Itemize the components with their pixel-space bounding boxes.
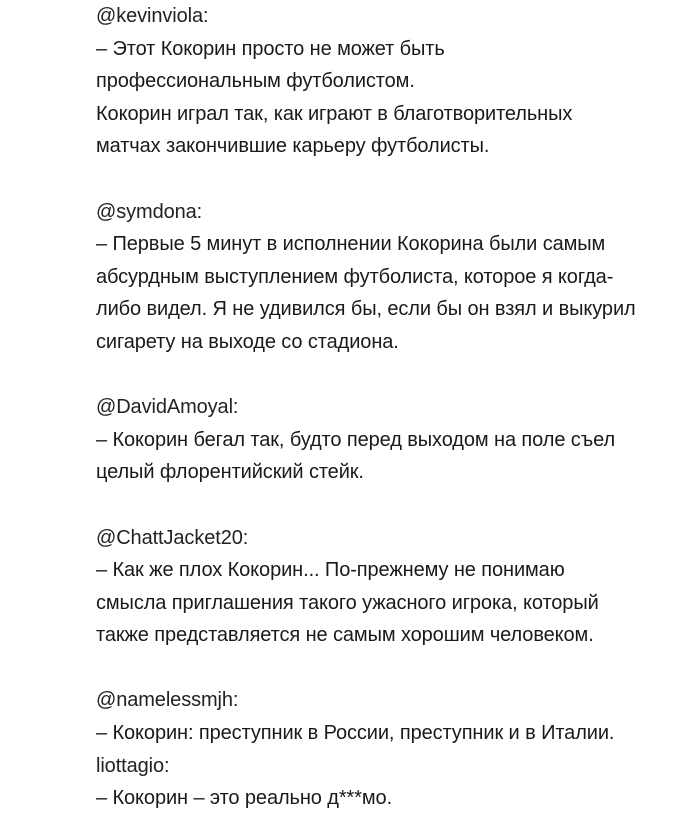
- comment-author[interactable]: @ChattJacket20:: [96, 526, 249, 549]
- comment-author[interactable]: @namelessmjh:: [96, 689, 239, 712]
- comment-text-line: целый флорентийский стейк.: [96, 461, 364, 484]
- comment-text-line: – Кокорин бегал так, будто перед выходом на поле съел: [96, 428, 616, 451]
- comment-text-line: матчах закончившие карьеру футболисты.: [96, 135, 490, 158]
- comment-symdona: [96, 196, 696, 359]
- comment-chattjacket20: [96, 522, 696, 652]
- comment-text-line: – Кокорин: преступник в России, преступник и в Италии.: [96, 722, 615, 745]
- comment-text-line: – Этот Кокорин просто не может быть: [96, 37, 445, 60]
- comment-author[interactable]: @symdona:: [96, 200, 203, 223]
- comment-text-line: либо видел. Я не удивился бы, если бы он взял и выкурил: [96, 298, 636, 321]
- comment-text-line: также представляется не самым хорошим человеком.: [96, 624, 594, 647]
- comment-text-line: – Первые 5 минут в исполнении Кокорина были самым: [96, 233, 606, 256]
- comment-separator: [96, 489, 696, 522]
- comment-author[interactable]: @kevinviola:: [96, 5, 209, 27]
- comment-text-line: – Как же плох Кокорин... По-прежнему не понимаю: [96, 559, 565, 582]
- comment-kevinviola: [96, 0, 696, 163]
- comment-separator: [96, 652, 696, 685]
- comment-namelessmjh: [96, 684, 696, 749]
- comment-feed: [96, 0, 696, 815]
- comment-text-line: – Кокорин – это реально д***мо.: [96, 787, 393, 810]
- comment-text-line: профессиональным футболистом.: [96, 70, 415, 93]
- comment-text-line: Кокорин играл так, как играют в благотворительных: [96, 102, 573, 125]
- comment-author[interactable]: liottagio:: [96, 754, 170, 777]
- comment-davidamoyal: [96, 391, 696, 489]
- comment-text-line: абсурдным выступлением футболиста, которое я когда-: [96, 265, 614, 288]
- comment-author[interactable]: @DavidAmoyal:: [96, 396, 239, 419]
- comment-text-line: смысла приглашения такого ужасного игрока, который: [96, 591, 599, 614]
- comment-liottagio: [96, 750, 696, 815]
- comment-separator: [96, 163, 696, 196]
- comment-text-line: сигарету на выходе со стадиона.: [96, 330, 399, 353]
- comment-separator: [96, 359, 696, 392]
